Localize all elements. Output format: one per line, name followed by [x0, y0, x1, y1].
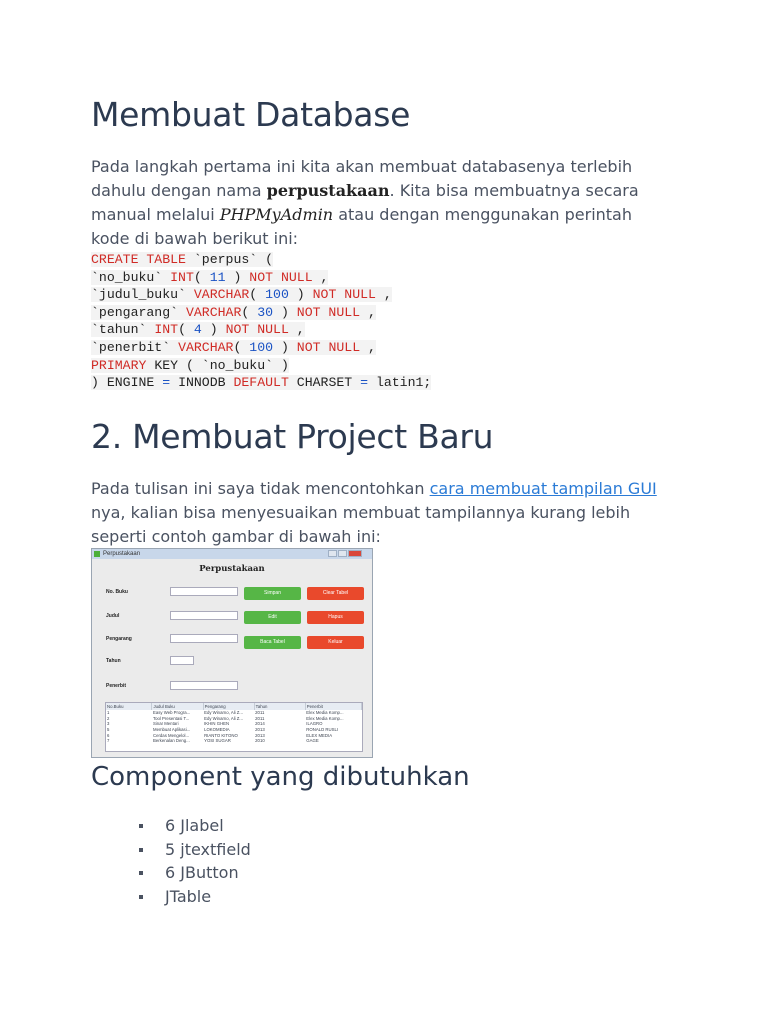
code-text: ,	[360, 304, 376, 320]
code-keyword: INT	[170, 269, 194, 285]
list-item: 5 jtextfield	[139, 838, 251, 862]
code-line	[91, 251, 431, 269]
table-cell: 1	[107, 710, 110, 716]
code-keyword: VARCHAR	[193, 287, 250, 303]
code-text: (	[241, 304, 258, 320]
code-operator: =	[360, 375, 369, 391]
intro-text-2: . Kita bisa membuatnya secara manual melalui	[91, 181, 639, 224]
window-title: Perpustakaan	[103, 551, 141, 557]
code-text: )	[273, 304, 297, 320]
db-name: perpustakaan	[266, 181, 390, 200]
column-header: No.Buku	[106, 703, 152, 710]
table-cell: RIANTO KITONO	[204, 732, 238, 738]
table-cell: 7	[107, 738, 110, 744]
table-cell: YOSI SUGAR	[204, 738, 231, 744]
table-cell: Easy Web Progra...	[152, 710, 191, 716]
table-cell: Berkenalan Deng...	[152, 738, 190, 744]
code-keyword: NOT NULL	[249, 269, 313, 285]
project-paragraph	[91, 477, 681, 549]
close-icon	[348, 550, 362, 557]
code-line	[91, 269, 431, 287]
section-title-project: 2. Membuat Project Baru	[91, 417, 494, 456]
code-keyword: DEFAULT	[233, 375, 289, 391]
clear-tabel-button: Clear Tabel	[307, 587, 364, 600]
list-item: 6 Jlabel	[139, 814, 251, 838]
table-cell: 5	[107, 727, 110, 733]
column-header: Tahun	[254, 703, 305, 710]
code-text: )	[273, 339, 297, 355]
code-line	[91, 357, 431, 375]
code-keyword: CREATE TABLE	[91, 252, 186, 267]
table-cell: ILAGRO	[306, 721, 323, 727]
table-cell: IKHIN GHEN	[204, 721, 230, 727]
code-text: (	[233, 339, 250, 355]
code-text: )	[288, 287, 313, 303]
code-keyword: VARCHAR	[178, 339, 234, 355]
app-heading: Perpustakaan	[199, 564, 265, 574]
code-keyword: NOT NULL	[296, 304, 361, 320]
code-text: CHARSET	[288, 375, 361, 391]
code-text: (	[178, 322, 194, 338]
code-line	[91, 374, 431, 392]
code-text: `no_buku`	[91, 269, 171, 285]
maximize-icon	[338, 550, 347, 557]
code-text: (	[249, 287, 266, 303]
book-table	[105, 702, 363, 752]
hapus-button: Hapus	[307, 611, 364, 624]
intro-text-3: atau dengan menggunakan perintah kode di bawah berikut ini:	[91, 205, 632, 248]
code-text: ,	[312, 269, 329, 285]
table-cell: Membuat Aplikasi...	[152, 727, 191, 733]
code-text: ,	[375, 287, 392, 303]
code-keyword: NOT NULL	[296, 339, 361, 355]
code-text: ) ENGINE	[91, 375, 163, 391]
label-penerbit: Penerbit	[106, 683, 127, 689]
table-cell: Tool Presentasi T...	[152, 715, 190, 721]
table-cell: ELEX MEDIA	[306, 732, 333, 738]
no-buku-field	[170, 587, 238, 596]
table-cell: Edy Winarno, Ali Z...	[204, 715, 244, 721]
keluar-button: Keluar	[307, 636, 364, 649]
table-cell: Cerdas Mengelol...	[152, 732, 190, 738]
column-header: Judul Buku	[152, 703, 203, 710]
code-operator: =	[162, 375, 171, 391]
table-cell: Elex Media Komp...	[306, 710, 344, 716]
window-titlebar	[92, 549, 372, 559]
label-tahun: Tahun	[106, 658, 121, 664]
code-text: ,	[288, 322, 305, 338]
code-text: `perpus` (	[185, 252, 274, 267]
code-number: 4	[193, 322, 202, 338]
table-cell: 2	[107, 715, 110, 721]
list-item: 6 JButton	[139, 861, 251, 885]
intro-paragraph	[91, 155, 671, 251]
code-line	[91, 304, 431, 322]
code-keyword: VARCHAR	[185, 304, 242, 320]
tahun-field	[170, 656, 194, 665]
code-number: 30	[257, 304, 274, 320]
code-text: `judul_buku`	[91, 287, 194, 303]
table-header-row	[106, 703, 362, 710]
table-cell: Elex Media Komp...	[306, 715, 344, 721]
label-pengarang: Pengarang	[106, 636, 132, 642]
code-keyword: NOT NULL	[312, 287, 376, 303]
edit-button: Edit	[244, 611, 301, 624]
table-cell: 2011	[255, 715, 265, 721]
column-header: Penerbit	[305, 703, 361, 710]
code-text: latin1;	[368, 375, 432, 391]
java-app-icon	[94, 551, 100, 557]
phpmyadmin-text: PHPMyAdmin	[219, 205, 334, 224]
code-number: 11	[209, 269, 226, 285]
app-screenshot	[91, 548, 373, 758]
code-line	[91, 321, 431, 339]
code-number: 100	[249, 339, 274, 355]
code-text: KEY ( `no_buku` )	[146, 357, 289, 373]
section-title-database: Membuat Database	[91, 95, 411, 134]
table-cell: 6	[107, 732, 110, 738]
table-cell: 2014	[255, 721, 265, 727]
penerbit-field	[170, 681, 238, 690]
simpan-button: Simpan	[244, 587, 301, 600]
code-text: )	[225, 269, 250, 285]
table-cell: Sinar Mentari	[152, 721, 179, 727]
column-header: Pengarang	[203, 703, 254, 710]
code-text: ,	[360, 339, 376, 355]
code-keyword: PRIMARY	[91, 357, 147, 373]
code-line	[91, 286, 431, 304]
minimize-icon	[328, 550, 337, 557]
code-text: (	[193, 269, 210, 285]
table-cell: LOKOMEDIA	[204, 727, 230, 733]
baca-tabel-button: Baca Tabel	[244, 636, 301, 649]
label-no-buku: No. Buku	[106, 589, 128, 595]
code-text: )	[201, 322, 226, 338]
para-text-1: Pada tulisan ini saya tidak mencontohkan	[91, 479, 430, 498]
table-cell: 2011	[255, 710, 265, 716]
table-cell: 2013	[255, 732, 265, 738]
pengarang-field	[170, 634, 238, 643]
list-item: JTable	[139, 885, 251, 909]
code-line	[91, 339, 431, 357]
code-text: `tahun`	[91, 322, 155, 338]
table-cell: GAGE	[306, 738, 319, 744]
para-text-2: nya, kalian bisa menyesuaikan membuat tampilannya kurang lebih seperti contoh gambar di bawah ini:	[91, 503, 631, 546]
code-keyword: INT	[154, 322, 179, 338]
table-cell: 2010	[255, 738, 265, 744]
code-text: `pengarang`	[91, 304, 186, 320]
table-row	[106, 738, 362, 744]
table-cell: 3	[107, 721, 110, 727]
intro-text-1: Pada langkah pertama ini kita akan membuat databasenya terlebih dahulu dengan nama	[91, 157, 633, 200]
code-number: 100	[265, 287, 289, 303]
code-keyword: NOT NULL	[225, 322, 289, 338]
label-judul: Judul	[106, 613, 120, 619]
code-text: `penerbit`	[91, 339, 179, 355]
component-list	[139, 814, 251, 909]
table-cell: 2013	[255, 727, 265, 733]
gui-tutorial-link[interactable]: cara membuat tampilan GUI	[429, 479, 657, 498]
section-title-components: Component yang dibutuhkan	[91, 762, 470, 792]
table-cell: RONALD RUSLI	[306, 727, 339, 733]
code-text: INNODB	[170, 375, 234, 391]
sql-code-block	[91, 251, 431, 392]
judul-field	[170, 611, 238, 620]
table-cell: Edy Winarno, Ali Z...	[204, 710, 244, 716]
